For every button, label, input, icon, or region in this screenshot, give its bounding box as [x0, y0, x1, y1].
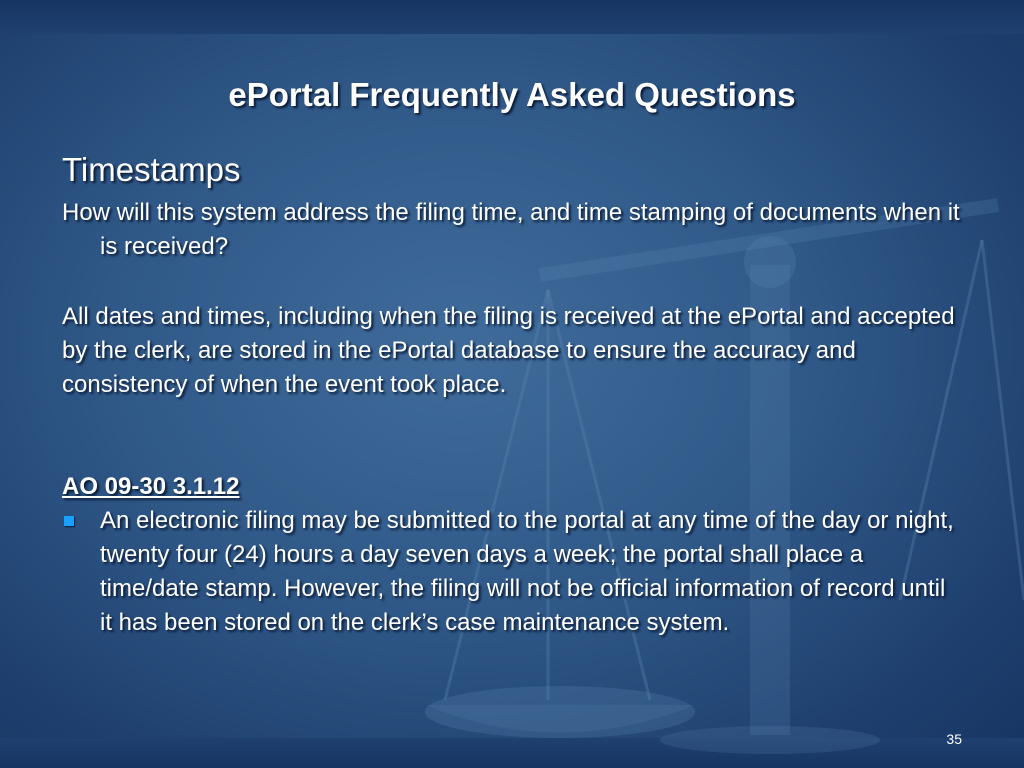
list-item	[62, 504, 962, 640]
slide-title: ePortal Frequently Asked Questions	[228, 76, 796, 113]
square-bullet-icon	[62, 504, 100, 640]
page-number: 35	[946, 731, 962, 747]
bullet-text: An electronic filing may be submitted to the portal at any time of the day or night, twenty four (24) hours a day seven days a week; the portal shall place a time/date stamp. However, the filing will not be official information of record until it has been stored on the clerk’s case maintenance system.	[100, 507, 954, 636]
spacer	[62, 402, 962, 470]
spacer	[62, 264, 962, 300]
slide-body	[62, 150, 962, 640]
section-heading: Timestamps	[62, 151, 241, 188]
reference-heading: AO 09-30 3.1.12	[62, 473, 240, 500]
faq-answer: All dates and times, including when the filing is received at the ePortal and accepted by the clerk, are stored in the ePortal database to ensure the accuracy and consistency of when the event took place.	[62, 303, 955, 398]
faq-question: How will this system address the filing time, and time stamping of documents when it is received?	[62, 199, 960, 260]
